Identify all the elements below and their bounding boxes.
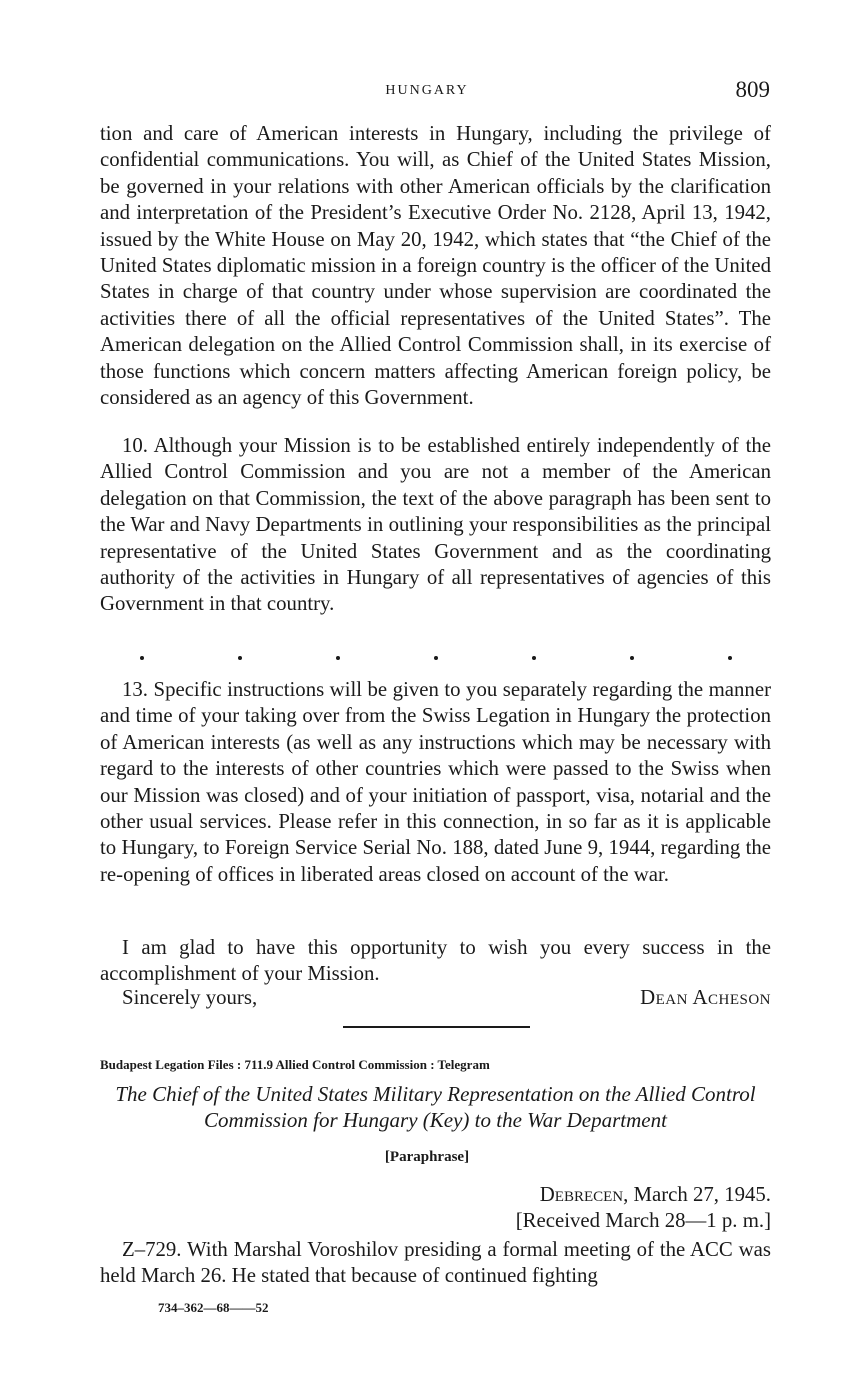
closing-block	[100, 935, 771, 988]
dateline-date: , March 27, 1945.	[623, 1183, 771, 1206]
dot	[532, 656, 536, 660]
document-title: The Chief of the United States Military Representation on the Allied Control Commission for Hungary (Key) to the War Department	[115, 1082, 756, 1132]
paragraph-1: tion and care of American interests in Hungary, including the privilege of confidential communications. You will, as Chief of the United States Mission, be governed in your relations with other American officials by the clarification and interpretation of the President’s Executive Order No. 2128, April 13, 1942, issued by the White House on May 20, 1942, which states that “the Chief of the United States diplomatic mission in a foreign country is the officer of the United States in charge of that country under whose supervision are coordinated the activities there of all the official representatives of the United States”. The American delegation on the Allied Control Commission shall, in its exercise of those functions which concern matters affecting American foreign policy, be considered as an agency of this Government.	[100, 122, 771, 410]
omission-dots	[140, 648, 732, 668]
paragraph-13-block	[100, 677, 771, 888]
dot	[728, 656, 732, 660]
salutation: Sincerely yours,	[122, 986, 258, 1009]
received-note: [Received March 28—1 p. m.]	[515, 1209, 771, 1233]
paragraph-continued	[100, 121, 771, 411]
section-divider	[343, 1026, 530, 1028]
dateline-place-date	[516, 1182, 771, 1208]
paraphrase-note: [Paraphrase]	[384, 1149, 470, 1165]
page-number: 809	[735, 77, 770, 102]
file-reference: Budapest Legation Files : 711.9 Allied Control Commission : Telegram	[100, 1057, 490, 1072]
printer-mark: 734–362—68——52	[158, 1300, 269, 1315]
paragraph-13: 13. Specific instructions will be given to you separately regarding the manner and time of your taking over from the Swiss Legation in Hungary the protection of American interests (as well as any instructions which may be necessary with regard to the interests of other countries which were passed to the Swiss when our Mission was closed) and of your initiation of passport, visa, notarial and the other usual services. Please refer in this connection, in so far as it is applicable to Hungary, to Foreign Service Serial No. 188, dated June 9, 1944, regarding the re-opening of offices in liberated areas closed on account of the war.	[100, 678, 771, 886]
signatory-name: Dean Acheson	[640, 986, 771, 1009]
dot	[238, 656, 242, 660]
telegram-text-block	[100, 1237, 771, 1290]
telegram-text: Z–729. With Marshal Voroshilov presiding a formal meeting of the ACC was held March 26. He stated that because of continued fighting	[100, 1238, 771, 1288]
running-head-title: HUNGARY	[385, 83, 469, 98]
running-head	[0, 77, 854, 106]
dot	[434, 656, 438, 660]
dot	[336, 656, 340, 660]
dot	[630, 656, 634, 660]
paragraph-10-block	[100, 433, 771, 618]
dot	[140, 656, 144, 660]
dateline	[516, 1182, 771, 1235]
closing-paragraph: I am glad to have this opportunity to wish you every success in the accomplishment of your Mission.	[100, 936, 771, 986]
dateline-place: Debrecen	[539, 1183, 624, 1206]
paragraph-10: 10. Although your Mission is to be established entirely independently of the Allied Control Commission and you are not a member of the American delegation on that Commission, the text of the above paragraph has been sent to the War and Navy Departments in outlining your responsibilities as the principal representative of the United States Government and as the coordinating authority of the activities in Hungary of all representatives of agencies of this Government in that country.	[100, 434, 771, 616]
